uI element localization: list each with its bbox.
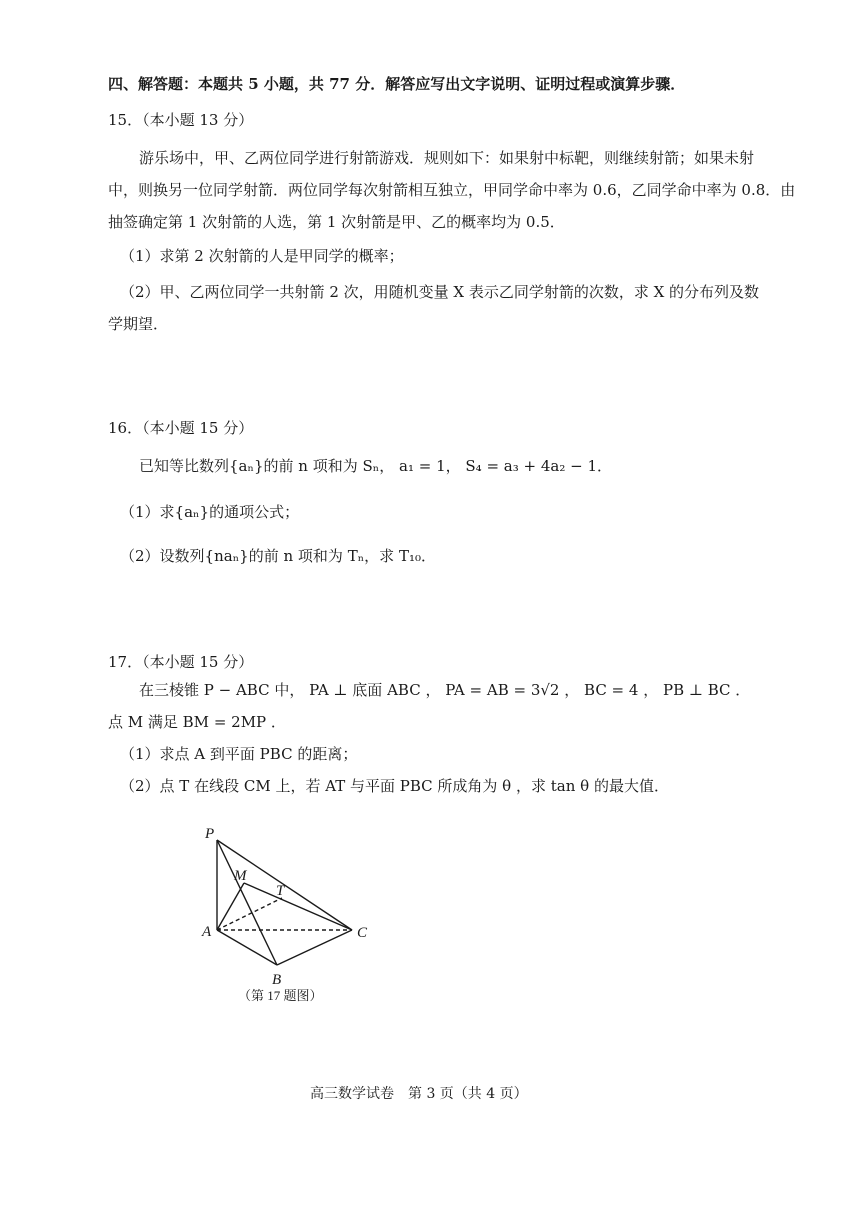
- q17-part1: （1）求点 A 到平面 PBC 的距离；: [120, 745, 358, 763]
- segment-MC: [244, 883, 352, 930]
- pyramid-figure: [190, 820, 390, 1010]
- label-M: M: [234, 868, 247, 884]
- figure-caption: （第 17 题图）: [238, 988, 323, 1003]
- q15-part1: （1）求第 2 次射箭的人是甲同学的概率；: [120, 247, 404, 265]
- q15-text-line2: 中，则换另一位同学射箭．两位同学每次射箭相互独立，甲同学命中率为 0.6，乙同学命中率为 0.8．由: [108, 181, 796, 199]
- q15-text-line1: 游乐场中，甲、乙两位同学进行射箭游戏．规则如下：如果射中标靶，则继续射箭；如果未射: [139, 149, 755, 167]
- q16-part1: （1）求{aₙ}的通项公式；: [120, 503, 300, 521]
- q15-part2-line1: （2）甲、乙两位同学一共射箭 2 次，用随机变量 X 表示乙同学射箭的次数，求 X 的分布列及数: [120, 283, 760, 301]
- q15-part2-line2: 学期望．: [108, 315, 169, 333]
- label-B: B: [272, 972, 282, 988]
- q17-title: 17．（本小题 15 分）: [108, 653, 254, 671]
- label-T: T: [276, 883, 285, 899]
- q15-title: 15．（本小题 13 分）: [108, 111, 254, 129]
- edge-BC: [277, 930, 352, 965]
- label-A: A: [202, 924, 212, 940]
- q16-title: 16．（本小题 15 分）: [108, 419, 254, 437]
- q17-part2: （2）点 T 在线段 CM 上，若 AT 与平面 PBC 所成角为 θ ，求 tan θ 的最大值．: [120, 777, 669, 795]
- q16-part2: （2）设数列{naₙ}的前 n 项和为 Tₙ，求 T₁₀．: [120, 547, 436, 565]
- label-C: C: [357, 925, 368, 941]
- edge-PB: [217, 840, 277, 965]
- label-P: P: [205, 826, 215, 842]
- q15-text-line3: 抽签确定第 1 次射箭的人选，第 1 次射箭是甲、乙的概率均为 0.5．: [108, 213, 565, 231]
- q16-text: 已知等比数列{aₙ}的前 n 项和为 Sₙ， a₁ = 1， S₄ = a₃ + 4a₂ − 1．: [139, 457, 612, 475]
- section-header: 四、解答题：本题共 5 小题，共 77 分．解答应写出文字说明、证明过程或演算步骤．: [108, 75, 686, 93]
- q17-text-line2: 点 M 满足 BM = 2MP ．: [108, 713, 286, 731]
- page-footer: 高三数学试卷 第 3 页（共 4 页）: [310, 1086, 528, 1102]
- q17-text-line1: 在三棱锥 P − ABC 中， PA ⊥ 底面 ABC ， PA = AB = 3√2 ， BC = 4 ， PB ⊥ BC ．: [139, 681, 751, 699]
- edge-PC: [217, 840, 352, 930]
